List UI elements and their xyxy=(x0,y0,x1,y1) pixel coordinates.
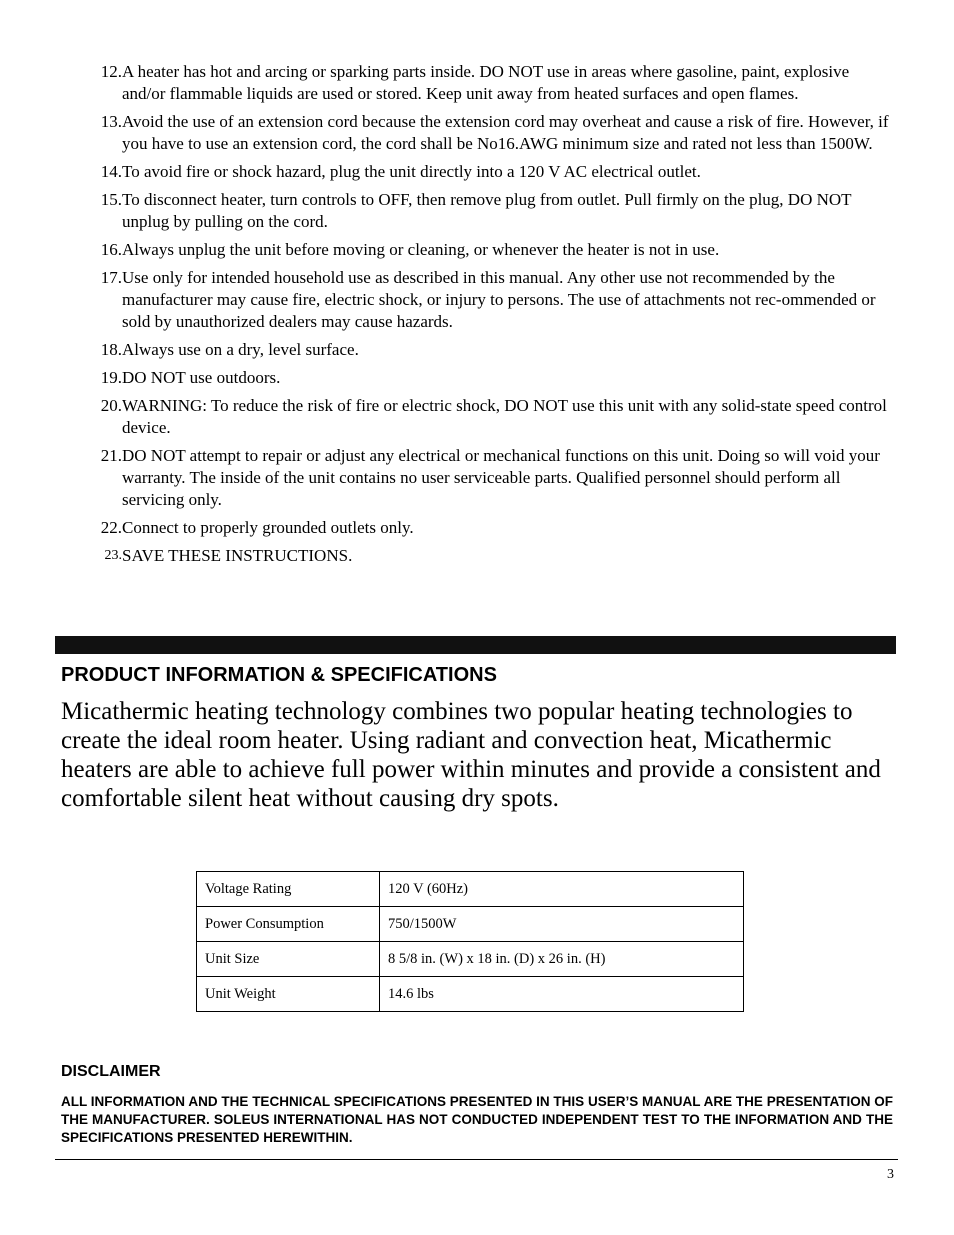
item-number: 13. xyxy=(100,112,122,131)
safety-item xyxy=(86,367,896,389)
spec-label: Unit Weight xyxy=(197,977,380,1012)
item-text: SAVE THESE INSTRUCTIONS. xyxy=(122,546,353,565)
table-row xyxy=(197,942,744,977)
intro-paragraph: Micathermic heating technology combines two popular heating technologies to create the ideal room heater. Using radiant and convection heat, Micathermic heaters are able to achieve full power within minutes and provide a consistent and comfortable silent heat without causing dry spots. xyxy=(61,698,881,812)
table-row xyxy=(197,907,744,942)
table-row xyxy=(197,872,744,907)
item-number: 12. xyxy=(100,62,122,81)
item-text: Always use on a dry, level surface. xyxy=(122,340,359,359)
safety-item xyxy=(86,545,896,567)
item-text: Always unplug the unit before moving or cleaning, or whenever the heater is not in use. xyxy=(122,240,720,259)
item-text: Avoid the use of an extension cord because the extension cord may overheat and cause a risk of fire. However, if you have to use an extension cord, the cord shall be No16.AWG minimum size and rated not less than 1500W. xyxy=(122,112,889,153)
item-text: DO NOT use outdoors. xyxy=(122,368,281,387)
item-number: 19. xyxy=(100,368,122,387)
safety-item xyxy=(86,111,896,155)
item-number: 15. xyxy=(100,190,122,209)
safety-instructions-list xyxy=(86,61,896,573)
safety-item xyxy=(86,445,896,511)
spec-value: 120 V (60Hz) xyxy=(380,872,744,907)
specifications-table xyxy=(196,871,744,1012)
section-divider-bar xyxy=(55,636,896,654)
safety-item xyxy=(86,189,896,233)
item-number: 20. xyxy=(100,396,122,415)
item-text: A heater has hot and arcing or sparking parts inside. DO NOT use in areas where gasoline, paint, explosive and/or flammable liquids are used or stored. Keep unit away from heated surfaces and open flames. xyxy=(122,62,850,103)
disclaimer-title: DISCLAIMER xyxy=(61,1063,161,1080)
item-text: DO NOT attempt to repair or adjust any electrical or mechanical functions on this unit. Doing so will void your warranty. The inside of the unit contains no user serviceable parts. Qualified personnel should perform all servicing only. xyxy=(122,446,880,509)
spec-label: Power Consumption xyxy=(197,907,380,942)
spec-value: 8 5/8 in. (W) x 18 in. (D) x 26 in. (H) xyxy=(380,942,744,977)
disclaimer-text: ALL INFORMATION AND THE TECHNICAL SPECIFICATIONS PRESENTED IN THIS USER’S MANUAL ARE THE PRESENTATION OF THE MANUFACTURER. SOLEUS INTERNATIONAL HAS NOT CONDUCTED INDEPENDENT TEST TO THE INFORMATION AND THE SPECIFICATIONS PRESENTED HEREWITHIN. xyxy=(61,1094,893,1145)
item-text: Connect to properly grounded outlets only. xyxy=(122,518,414,537)
footer-divider xyxy=(55,1159,898,1160)
spec-value: 750/1500W xyxy=(380,907,744,942)
safety-item xyxy=(86,517,896,539)
safety-item xyxy=(86,339,896,361)
safety-item xyxy=(86,395,896,439)
item-number: 17. xyxy=(100,268,122,287)
item-text: WARNING: To reduce the risk of fire or electric shock, DO NOT use this unit with any solid-state speed control device. xyxy=(122,396,887,437)
item-number: 22. xyxy=(100,518,122,537)
item-number: 21. xyxy=(100,446,122,465)
section-title: PRODUCT INFORMATION & SPECIFICATIONS xyxy=(61,664,497,686)
spec-value: 14.6 lbs xyxy=(380,977,744,1012)
safety-item xyxy=(86,239,896,261)
item-number: 23. xyxy=(104,548,122,563)
spec-label: Voltage Rating xyxy=(197,872,380,907)
item-text: Use only for intended household use as described in this manual. Any other use not recommended by the manufacturer may cause fire, electric shock, or injury to persons. The use of attachments not rec-ommended or sold by unauthorized dealers may cause hazards. xyxy=(122,268,876,331)
spec-label: Unit Size xyxy=(197,942,380,977)
item-number: 18. xyxy=(100,340,122,359)
safety-item xyxy=(86,267,896,333)
item-number: 16. xyxy=(100,240,122,259)
safety-item xyxy=(86,161,896,183)
item-number: 14. xyxy=(100,162,122,181)
page-number: 3 xyxy=(887,1167,894,1182)
item-text: To disconnect heater, turn controls to OFF, then remove plug from outlet. Pull firmly on the plug, DO NOT unplug by pulling on the cord. xyxy=(122,190,852,231)
item-text: To avoid fire or shock hazard, plug the unit directly into a 120 V AC electrical outlet. xyxy=(122,162,701,181)
table-row xyxy=(197,977,744,1012)
safety-item xyxy=(86,61,896,105)
